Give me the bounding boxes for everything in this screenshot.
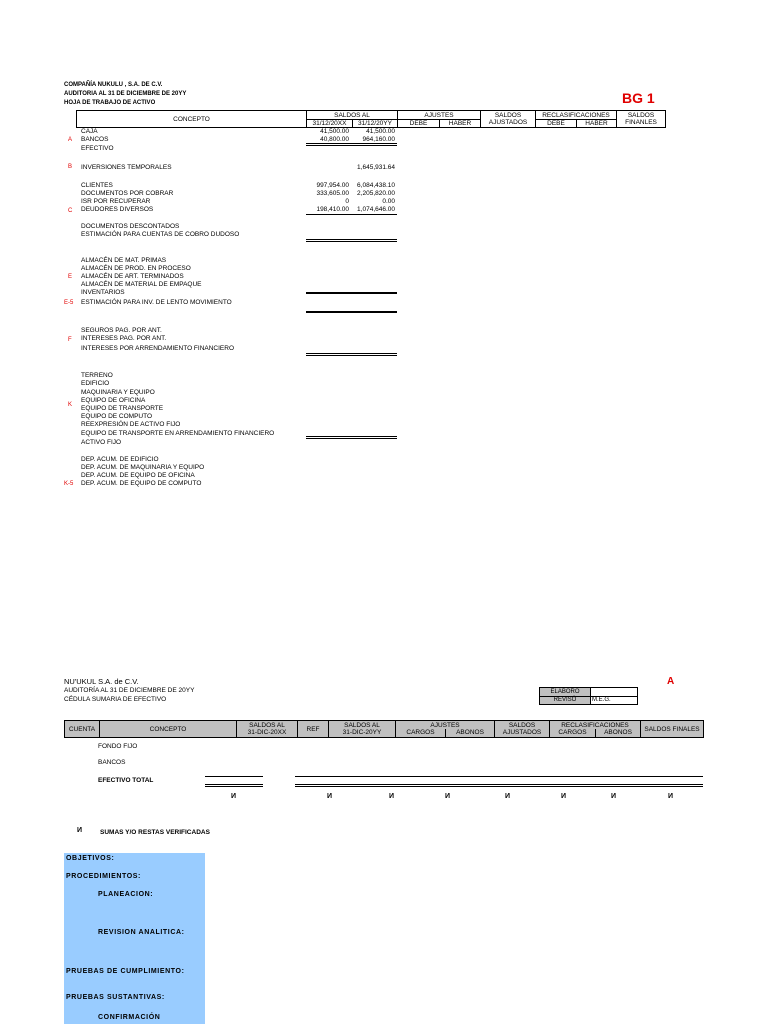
mark-b: B	[68, 164, 73, 170]
row-bancos-2: BANCOS	[98, 759, 126, 766]
row-intereses-arr: INTERESES POR ARRENDAMIENTO FINANCIERO	[81, 345, 235, 352]
col-date-1: 31/12/20XX	[312, 120, 347, 127]
col-reclas-debe: DEBE	[547, 120, 565, 127]
reviso-value[interactable]: M.E.G.	[592, 697, 611, 703]
row-clientes: CLIENTES	[81, 182, 113, 189]
row-alm-emp: ALMACÉN DE MATERIAL DE EMPAQUE	[81, 281, 202, 288]
row-alm-mat: ALMACÉN DE MAT. PRIMAS	[81, 257, 167, 264]
double-rule	[295, 784, 703, 787]
company-name-2: NU'UKUL S.A. de C.V.	[64, 677, 139, 686]
signoff-box	[539, 687, 638, 705]
row-inversiones: INVERSIONES TEMPORALES	[81, 164, 172, 171]
col-saldos-al-2: SALDOS AL	[344, 722, 380, 729]
bancos-v1: 40,800.00	[320, 136, 349, 143]
mark-f: F	[68, 337, 72, 343]
audit-period: AUDITORIA AL 31 DE DICIEMBRE DE 20YY	[64, 91, 187, 97]
objetivos-label: OBJETIVOS:	[66, 855, 115, 862]
revision-label: REVISION ANALITICA:	[98, 929, 185, 936]
company-name: COMPAÑÍA NUKULU , S.A. DE C.V.	[64, 82, 163, 88]
col-saldos-finales: SALDOS	[627, 112, 655, 119]
single-rule	[205, 776, 263, 777]
col-reclasificaciones: RECLASIFICACIONES	[542, 112, 610, 119]
row-doc-descontados: DOCUMENTOS DESCONTADOS	[81, 223, 180, 230]
col-reclas-abonos: ABONOS	[604, 729, 632, 736]
cedula-header	[64, 720, 704, 738]
mark-e: E	[68, 274, 73, 280]
row-isr: ISR POR RECUPERAR	[81, 198, 151, 205]
single-rule	[306, 311, 397, 313]
audit-period-2: AUDITORÍA AL 31 DE DICIEMBRE DE 20YY	[64, 687, 195, 694]
col-saldos-ajustados-2: AJUSTADOS	[488, 119, 528, 126]
check-mark: И	[505, 793, 511, 800]
elaboro-label: ELABORÓ	[540, 688, 591, 697]
confirmacion-label: CONFIRMACIÓN	[98, 1014, 161, 1021]
pruebas-cumplimiento-label: PRUEBAS DE CUMPLIMIENTO:	[66, 968, 185, 975]
col-haber: HABER	[448, 120, 472, 127]
row-dep-oficina: DEP. ACUM. DE EQUIPO DE OFICINA	[81, 472, 195, 479]
planeacion-label: PLANEACION:	[98, 891, 154, 898]
double-rule	[306, 436, 397, 439]
pruebas-sustantivas-label: PRUEBAS SUSTANTIVAS:	[66, 994, 165, 1001]
check-mark: И	[611, 793, 617, 800]
col-concepto: CONCEPTO	[173, 116, 210, 123]
col-ajustes: AJUSTES	[424, 112, 454, 119]
mark-e5: E-5	[64, 300, 74, 306]
col-reclas-cargos: CARGOS	[558, 729, 587, 736]
row-dep-edificio: DEP. ACUM. DE EDIFICIO	[81, 456, 159, 463]
col-ajustes-2: AJUSTES	[430, 722, 460, 729]
row-eq-transporte: EQUIPO DE TRANSPORTE	[81, 405, 164, 412]
mark-c: C	[68, 208, 73, 214]
col-saldos-al-2b: 31-DIC-20YY	[342, 729, 382, 736]
mark-k5: K-5	[64, 481, 74, 487]
double-rule	[306, 353, 397, 356]
row-eq-oficina: EQUIPO DE OFICINA	[81, 397, 146, 404]
clientes-v2: 6,084,438.10	[357, 182, 395, 189]
row-alm-term: ALMACÉN DE ART. TERMINADOS	[81, 273, 184, 280]
check-mark: И	[327, 793, 333, 800]
isr-v1: 0	[345, 198, 349, 205]
check-mark: И	[231, 793, 237, 800]
row-eq-computo: EQUIPO DE COMPUTO	[81, 413, 153, 420]
documentos-v2: 2,205,820.00	[357, 190, 395, 197]
reviso-label: REVISÓ	[540, 697, 591, 704]
single-rule	[306, 292, 397, 294]
col-saldos-aj: SALDOS	[508, 722, 536, 729]
bancos-v2: 964,160.00	[362, 136, 395, 143]
sheet-tag: BG 1	[622, 90, 655, 106]
col-debe: DEBE	[409, 120, 428, 127]
documentos-v1: 333,605.00	[316, 190, 349, 197]
col-abonos: ABONOS	[456, 729, 484, 736]
col-reclas-2: RECLASIFICACIONES	[561, 722, 629, 729]
row-eq-transp-arr: EQUIPO DE TRANSPORTE EN ARRENDAMIENTO FINANCIERO	[81, 430, 275, 437]
row-efectivo: EFECTIVO	[81, 145, 114, 152]
row-maquinaria: MAQUINARIA Y EQUIPO	[81, 389, 155, 396]
single-rule	[295, 776, 703, 777]
sheet-title-2: CÉDULA SUMARIA DE EFECTIVO	[64, 696, 167, 703]
row-reexpresion: REEXPRESIÓN DE ACTIVO FIJO	[81, 421, 181, 428]
row-caja: CAJA	[81, 128, 98, 135]
col-saldos-al-1: SALDOS AL	[249, 722, 285, 729]
row-fondo-fijo: FONDO FIJO	[98, 743, 138, 750]
row-deudores: DEUDORES DIVERSOS	[81, 206, 154, 213]
sheet-tag-2: A	[667, 676, 675, 687]
col-saldos-finales-2: SALDOS FINALES	[644, 726, 700, 733]
deudores-v1: 198,410.00	[316, 206, 349, 213]
col-reclas-haber: HABER	[585, 120, 608, 127]
col-cuenta: CUENTA	[68, 726, 96, 733]
row-terreno: TERRENO	[81, 372, 113, 379]
worksheet-header	[76, 110, 666, 128]
sheet-title: HOJA DE TRABAJO DE ACTIVO	[64, 100, 156, 106]
col-saldos-finales-2: FINANLES	[625, 119, 657, 126]
row-seguros: SEGUROS PAG. POR ANT.	[81, 327, 162, 334]
col-saldos-al: SALDOS AL	[334, 112, 370, 119]
row-intereses: INTERESES PAG. POR ANT.	[81, 335, 167, 342]
double-rule	[306, 143, 397, 146]
row-bancos: BANCOS	[81, 136, 109, 143]
isr-v2: 0.00	[382, 198, 395, 205]
double-rule	[205, 784, 263, 787]
objectives-panel	[64, 853, 205, 1024]
col-cargos: CARGOS	[406, 729, 435, 736]
row-dep-maquinaria: DEP. ACUM. DE MAQUINARIA Y EQUIPO	[81, 464, 205, 471]
col-date-2: 31/12/20YY	[358, 120, 392, 127]
inversiones-v2: 1,645,931.64	[357, 164, 395, 171]
check-mark: И	[389, 793, 395, 800]
col-concepto-2: CONCEPTO	[149, 726, 187, 733]
row-alm-prod: ALMACÉN DE PROD. EN PROCESO	[81, 265, 191, 272]
elaboro-field[interactable]	[590, 688, 637, 697]
col-saldos-al-1b: 31-DIC-20XX	[247, 729, 287, 736]
row-activo-fijo: ACTIVO FIJO	[81, 439, 122, 446]
row-inventarios: INVENTARIOS	[81, 289, 125, 296]
double-rule	[306, 239, 397, 242]
row-edificio: EDIFICIO	[81, 380, 110, 387]
row-dep-computo: DEP. ACUM. DE EQUIPO DE COMPUTO	[81, 480, 202, 487]
row-estimacion-cobro: ESTIMACIÓN PARA CUENTAS DE COBRO DUDOSO	[81, 231, 240, 238]
caja-v1: 41,500.00	[320, 128, 349, 135]
row-efectivo-total: EFECTIVO TOTAL	[98, 777, 154, 784]
single-rule	[306, 214, 397, 215]
deudores-v2: 1,074,646.00	[357, 206, 395, 213]
col-saldos-aj-2: AJUSTADOS	[502, 729, 542, 736]
row-estimacion-inv: ESTIMACIÓN PARA INV. DE LENTO MOVIMIENTO	[81, 299, 232, 306]
caja-v2: 41,500.00	[366, 128, 395, 135]
row-documentos: DOCUMENTOS POR COBRAR	[81, 190, 174, 197]
check-mark: И	[561, 793, 567, 800]
mark-k: K	[68, 402, 73, 408]
col-ref: REF	[306, 726, 320, 733]
legend-text: SUMAS Y/O RESTAS VERIFICADAS	[100, 829, 210, 836]
legend-check: И	[77, 827, 83, 834]
procedimientos-label: PROCEDIMIENTOS:	[66, 873, 141, 880]
mark-a: A	[68, 137, 73, 143]
col-saldos-ajustados: SALDOS	[494, 112, 522, 119]
check-mark: И	[445, 793, 451, 800]
check-mark: И	[668, 793, 674, 800]
clientes-v1: 997,954.00	[316, 182, 349, 189]
